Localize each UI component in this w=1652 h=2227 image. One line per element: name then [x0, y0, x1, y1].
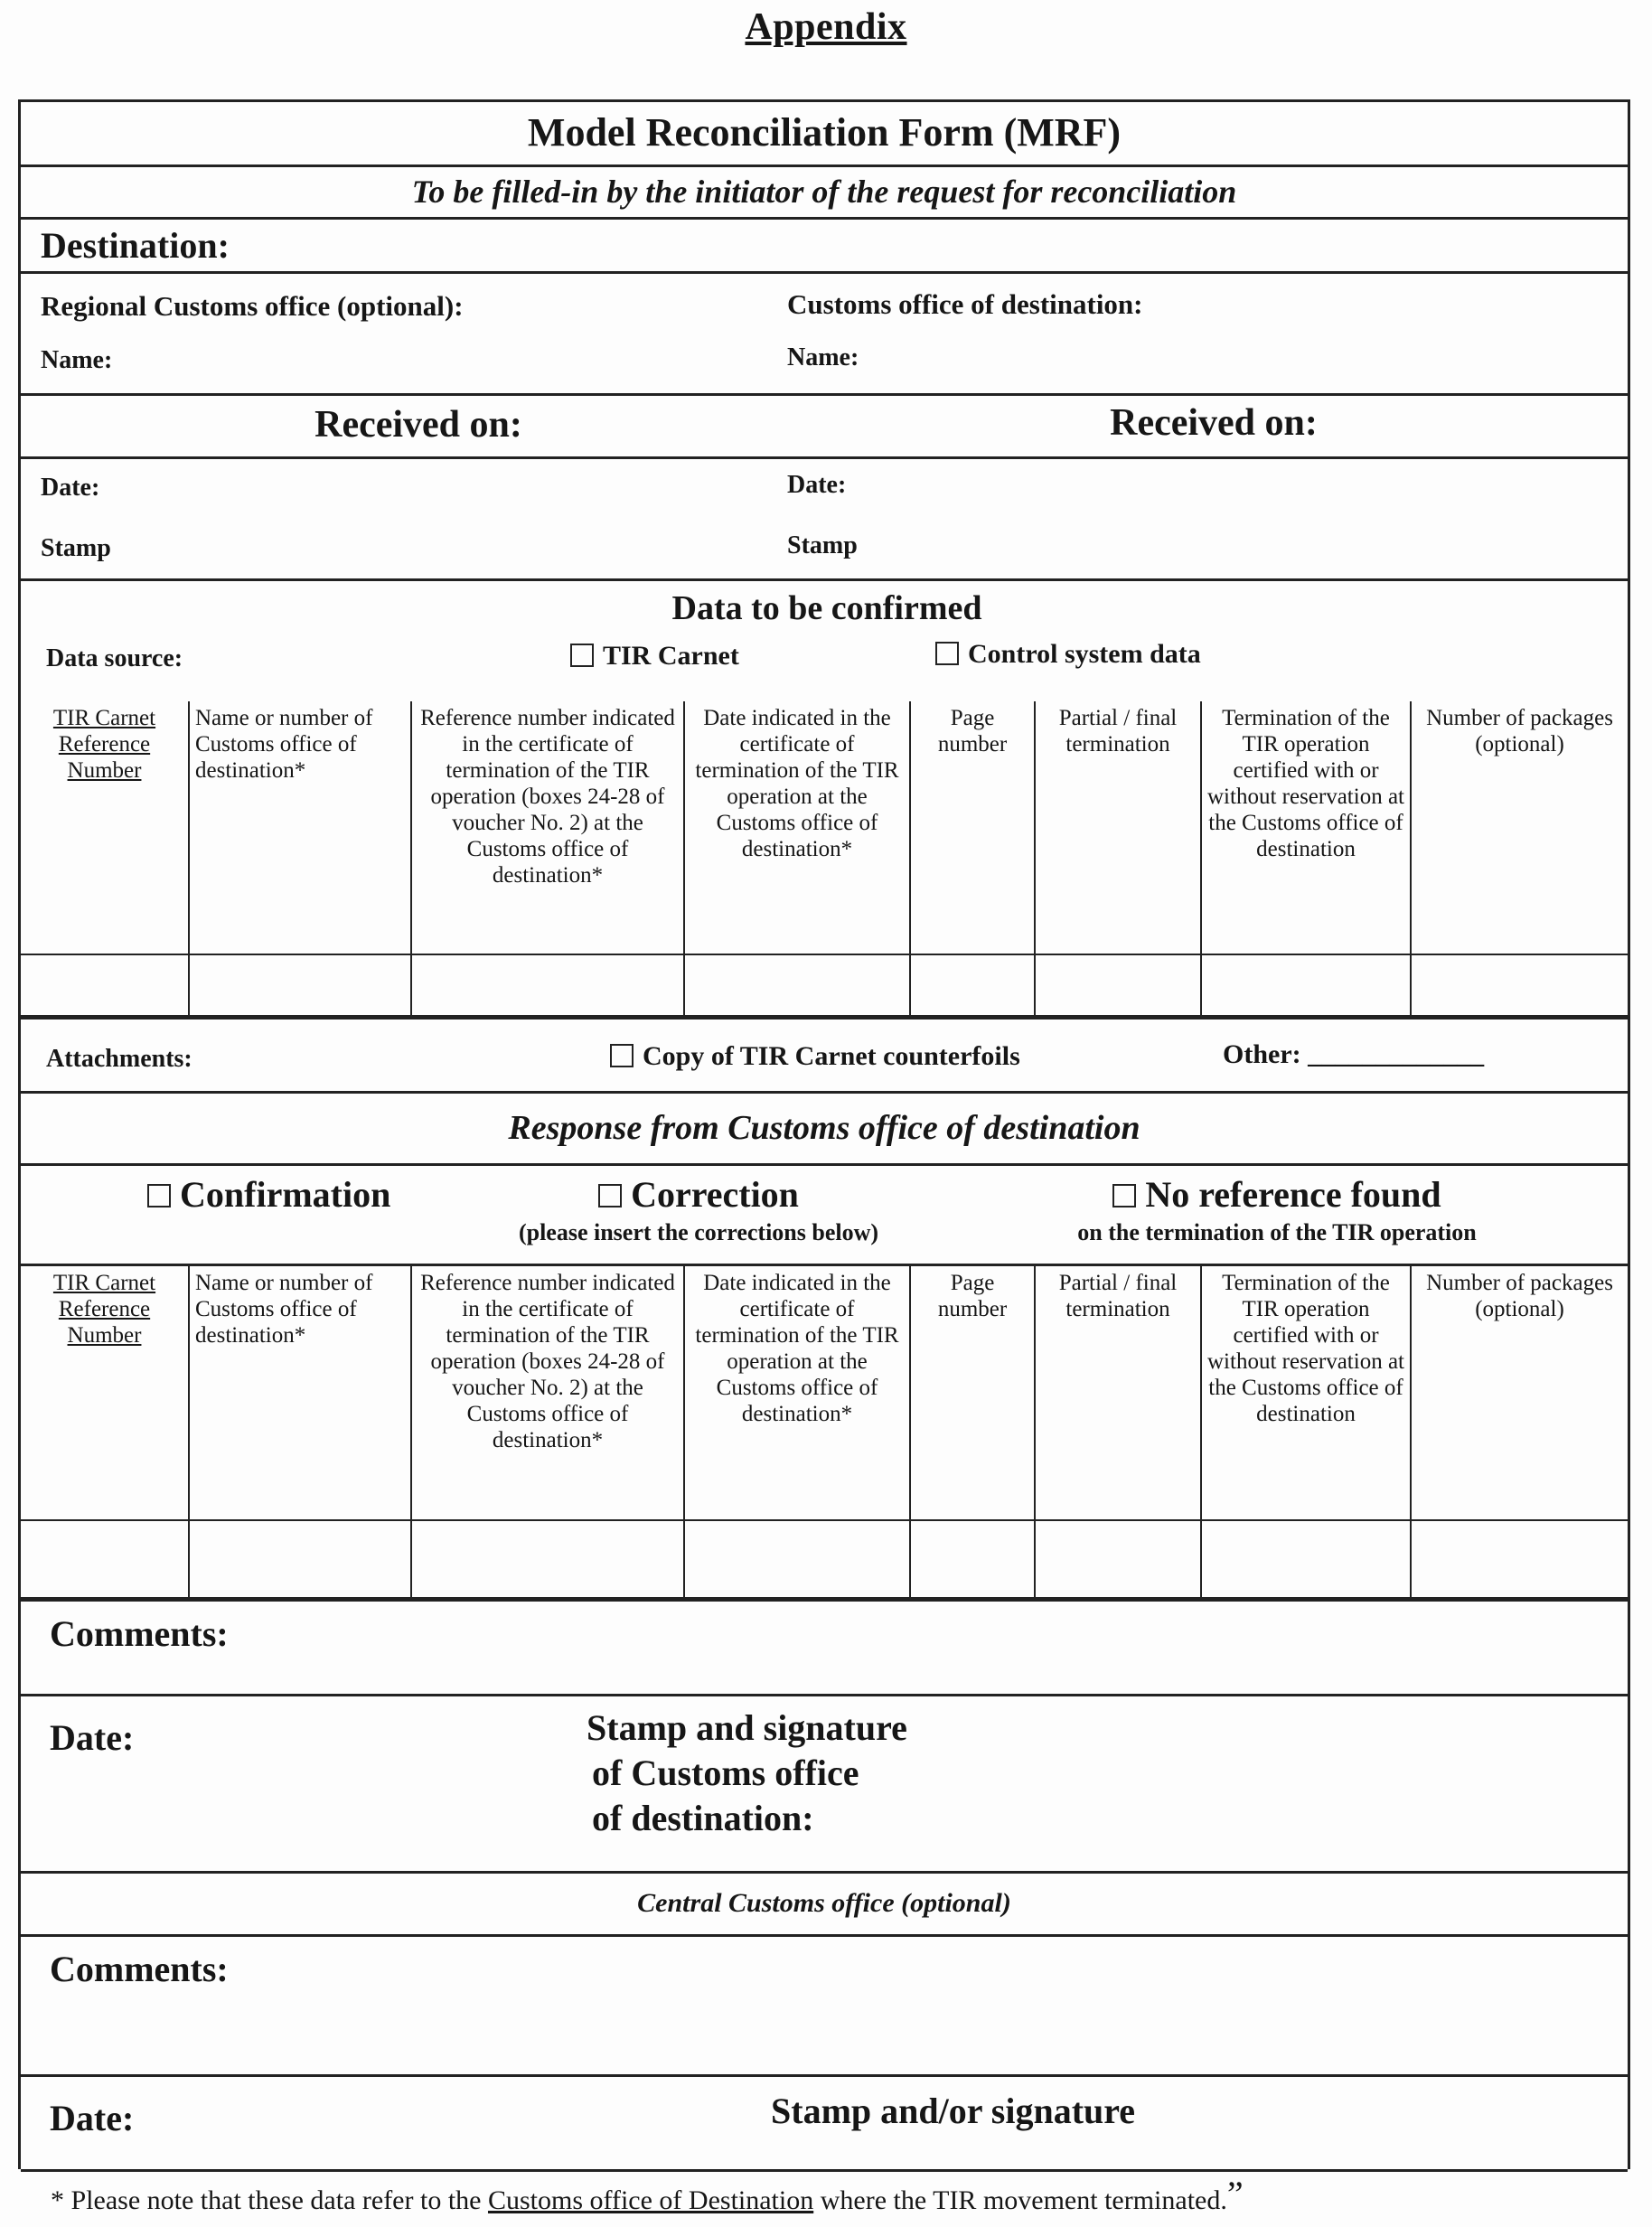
- table-cell[interactable]: [1411, 1520, 1628, 1598]
- name-right-label: Name:: [787, 343, 859, 371]
- destination-section: [21, 274, 1628, 396]
- control-system-option-label: Control system data: [968, 639, 1201, 669]
- data-confirmed-section: [21, 581, 1628, 699]
- table-header-termination-type: Partial / final termination: [1058, 706, 1178, 756]
- table-cell[interactable]: [189, 954, 411, 1016]
- table-header-date: Date indicated in the certificate of termination of the TIR operation at the Customs office of destination*: [695, 706, 899, 861]
- form-title: Model Reconciliation Form (MRF): [21, 102, 1628, 167]
- table-cell[interactable]: [684, 1520, 910, 1598]
- data-confirmed-heading: Data to be confirmed: [671, 589, 982, 627]
- table-cell[interactable]: [1035, 1520, 1201, 1598]
- response-signature-section: [21, 1696, 1628, 1874]
- other-attachment: [1223, 1039, 1484, 1070]
- footnote-suffix: where the TIR movement terminated.: [813, 2185, 1227, 2215]
- attachments-label: Attachments:: [46, 1045, 192, 1073]
- stamp-signature-line-2: of Customs office: [592, 1752, 859, 1793]
- reconciliation-form: [18, 99, 1630, 2169]
- table-cell[interactable]: [1411, 954, 1628, 1016]
- stamp-right-label: Stamp: [787, 531, 858, 559]
- tir-carnet-checkbox[interactable]: [570, 644, 594, 667]
- central-comments-label: Comments:: [50, 1949, 229, 1989]
- response-comments-label: Comments:: [50, 1613, 229, 1654]
- destination-heading: Destination:: [21, 220, 1628, 274]
- copy-counterfoils-checkbox[interactable]: [610, 1044, 634, 1067]
- table-header-packages: Number of packages (optional): [1426, 706, 1613, 756]
- table-header-row: [21, 701, 1628, 954]
- table-header-row: [21, 1265, 1628, 1520]
- table-header-termination-type: Partial / final termination: [1058, 1271, 1178, 1321]
- initiator-note: To be filled-in by the initiator of the request for reconciliation: [21, 167, 1628, 220]
- table-cell[interactable]: [21, 954, 189, 1016]
- footnote-prefix: * Please note that these data refer to the: [51, 2185, 488, 2215]
- control-system-checkbox[interactable]: [935, 642, 959, 665]
- table-header-date: Date indicated in the certificate of termination of the TIR operation at the Customs office of destination*: [695, 1271, 899, 1426]
- response-options: [21, 1166, 1628, 1264]
- table-cell[interactable]: [411, 954, 684, 1016]
- stamp-left-label: Stamp: [41, 534, 111, 562]
- correction-label: Correction: [631, 1174, 799, 1215]
- table-cell[interactable]: [910, 1520, 1035, 1598]
- table-header-reference-number: Reference number indicated in the certificate of termination of the TIR operation (boxes 24-28 of voucher No. 2) at the Customs office of destination*: [420, 706, 675, 888]
- copy-counterfoils-option[interactable]: [610, 1041, 1020, 1072]
- no-reference-checkbox[interactable]: [1112, 1184, 1136, 1207]
- table-header-page: Page number: [937, 1271, 1008, 1321]
- confirmation-checkbox[interactable]: [147, 1184, 171, 1207]
- table-header-carnet-ref: TIR Carnet Reference Number: [52, 1271, 156, 1348]
- page-title: Appendix: [745, 6, 907, 48]
- table-cell[interactable]: [1201, 954, 1411, 1016]
- other-label: Other:: [1223, 1039, 1301, 1069]
- regional-office-label: Regional Customs office (optional):: [41, 290, 464, 322]
- table-row: [21, 954, 1628, 1016]
- footnote: [51, 2174, 1244, 2216]
- table-cell[interactable]: [411, 1520, 684, 1598]
- data-table: [21, 701, 1628, 1017]
- data-source-label: Data source:: [46, 644, 183, 672]
- received-headings: [21, 396, 1628, 459]
- received-right-heading: Received on:: [1110, 402, 1318, 444]
- table-header-termination-certified: Termination of the TIR operation certified with or without reservation at the Customs office of destination: [1207, 706, 1404, 861]
- attachments-section: [21, 1017, 1628, 1094]
- table-cell[interactable]: [1035, 954, 1201, 1016]
- table-header-office-name: Name or number of Customs office of destination*: [195, 1271, 373, 1348]
- response-comments-section: [21, 1599, 1628, 1696]
- table-cell[interactable]: [21, 1520, 189, 1598]
- copy-counterfoils-label: Copy of TIR Carnet counterfoils: [643, 1041, 1020, 1071]
- table-header-office-name: Name or number of Customs office of destination*: [195, 706, 373, 783]
- no-reference-note: on the termination of the TIR operation: [1077, 1219, 1477, 1245]
- table-header-carnet-ref: TIR Carnet Reference Number: [52, 706, 156, 783]
- central-comments-section: [21, 1937, 1628, 2077]
- correction-checkbox[interactable]: [598, 1184, 622, 1207]
- correction-option[interactable]: [491, 1173, 906, 1246]
- table-row: [21, 1520, 1628, 1598]
- confirmation-option[interactable]: [147, 1173, 390, 1216]
- customs-office-label: Customs office of destination:: [787, 288, 1143, 320]
- stamp-signature-line-1: Stamp and signature: [587, 1707, 907, 1748]
- table-header-reference-number: Reference number indicated in the certificate of termination of the TIR operation (boxes 24-28 of voucher No. 2) at the Customs office of destination*: [420, 1271, 675, 1452]
- footnote-quote: ”: [1226, 2174, 1244, 2214]
- response-table: [21, 1264, 1628, 1599]
- table-header-page: Page number: [937, 706, 1008, 756]
- table-cell[interactable]: [910, 954, 1035, 1016]
- table-header-packages: Number of packages (optional): [1426, 1271, 1613, 1321]
- other-field[interactable]: _____________: [1308, 1039, 1485, 1069]
- central-date-label: Date:: [50, 2098, 135, 2138]
- stamp-signature-block: [587, 1705, 907, 1841]
- received-details: [21, 459, 1628, 581]
- central-signature-section: [21, 2077, 1628, 2172]
- response-heading: Response from Customs office of destination: [21, 1094, 1628, 1166]
- stamp-signature-line-3: of destination:: [592, 1798, 814, 1838]
- received-left-heading: Received on:: [314, 404, 522, 446]
- confirmation-label: Confirmation: [180, 1174, 391, 1215]
- tir-carnet-option[interactable]: [570, 641, 739, 672]
- date-right-label: Date:: [787, 471, 847, 499]
- table-header-termination-certified: Termination of the TIR operation certified with or without reservation at the Customs office of destination: [1207, 1271, 1404, 1426]
- footnote-link[interactable]: Customs office of Destination: [487, 2185, 814, 2215]
- date-left-label: Date:: [41, 474, 100, 502]
- no-reference-option[interactable]: [1006, 1173, 1548, 1246]
- table-cell[interactable]: [189, 1520, 411, 1598]
- no-reference-label: No reference found: [1145, 1174, 1441, 1215]
- table-cell[interactable]: [1201, 1520, 1411, 1598]
- table-cell[interactable]: [684, 954, 910, 1016]
- response-date-label: Date:: [50, 1717, 135, 1758]
- correction-note: (please insert the corrections below): [518, 1219, 879, 1245]
- central-stamp-label: Stamp and/or signature: [771, 2091, 1136, 2131]
- control-system-option[interactable]: [935, 639, 1201, 670]
- name-left-label: Name:: [41, 346, 113, 374]
- central-office-heading: Central Customs office (optional): [21, 1874, 1628, 1937]
- tir-carnet-option-label: TIR Carnet: [603, 641, 739, 671]
